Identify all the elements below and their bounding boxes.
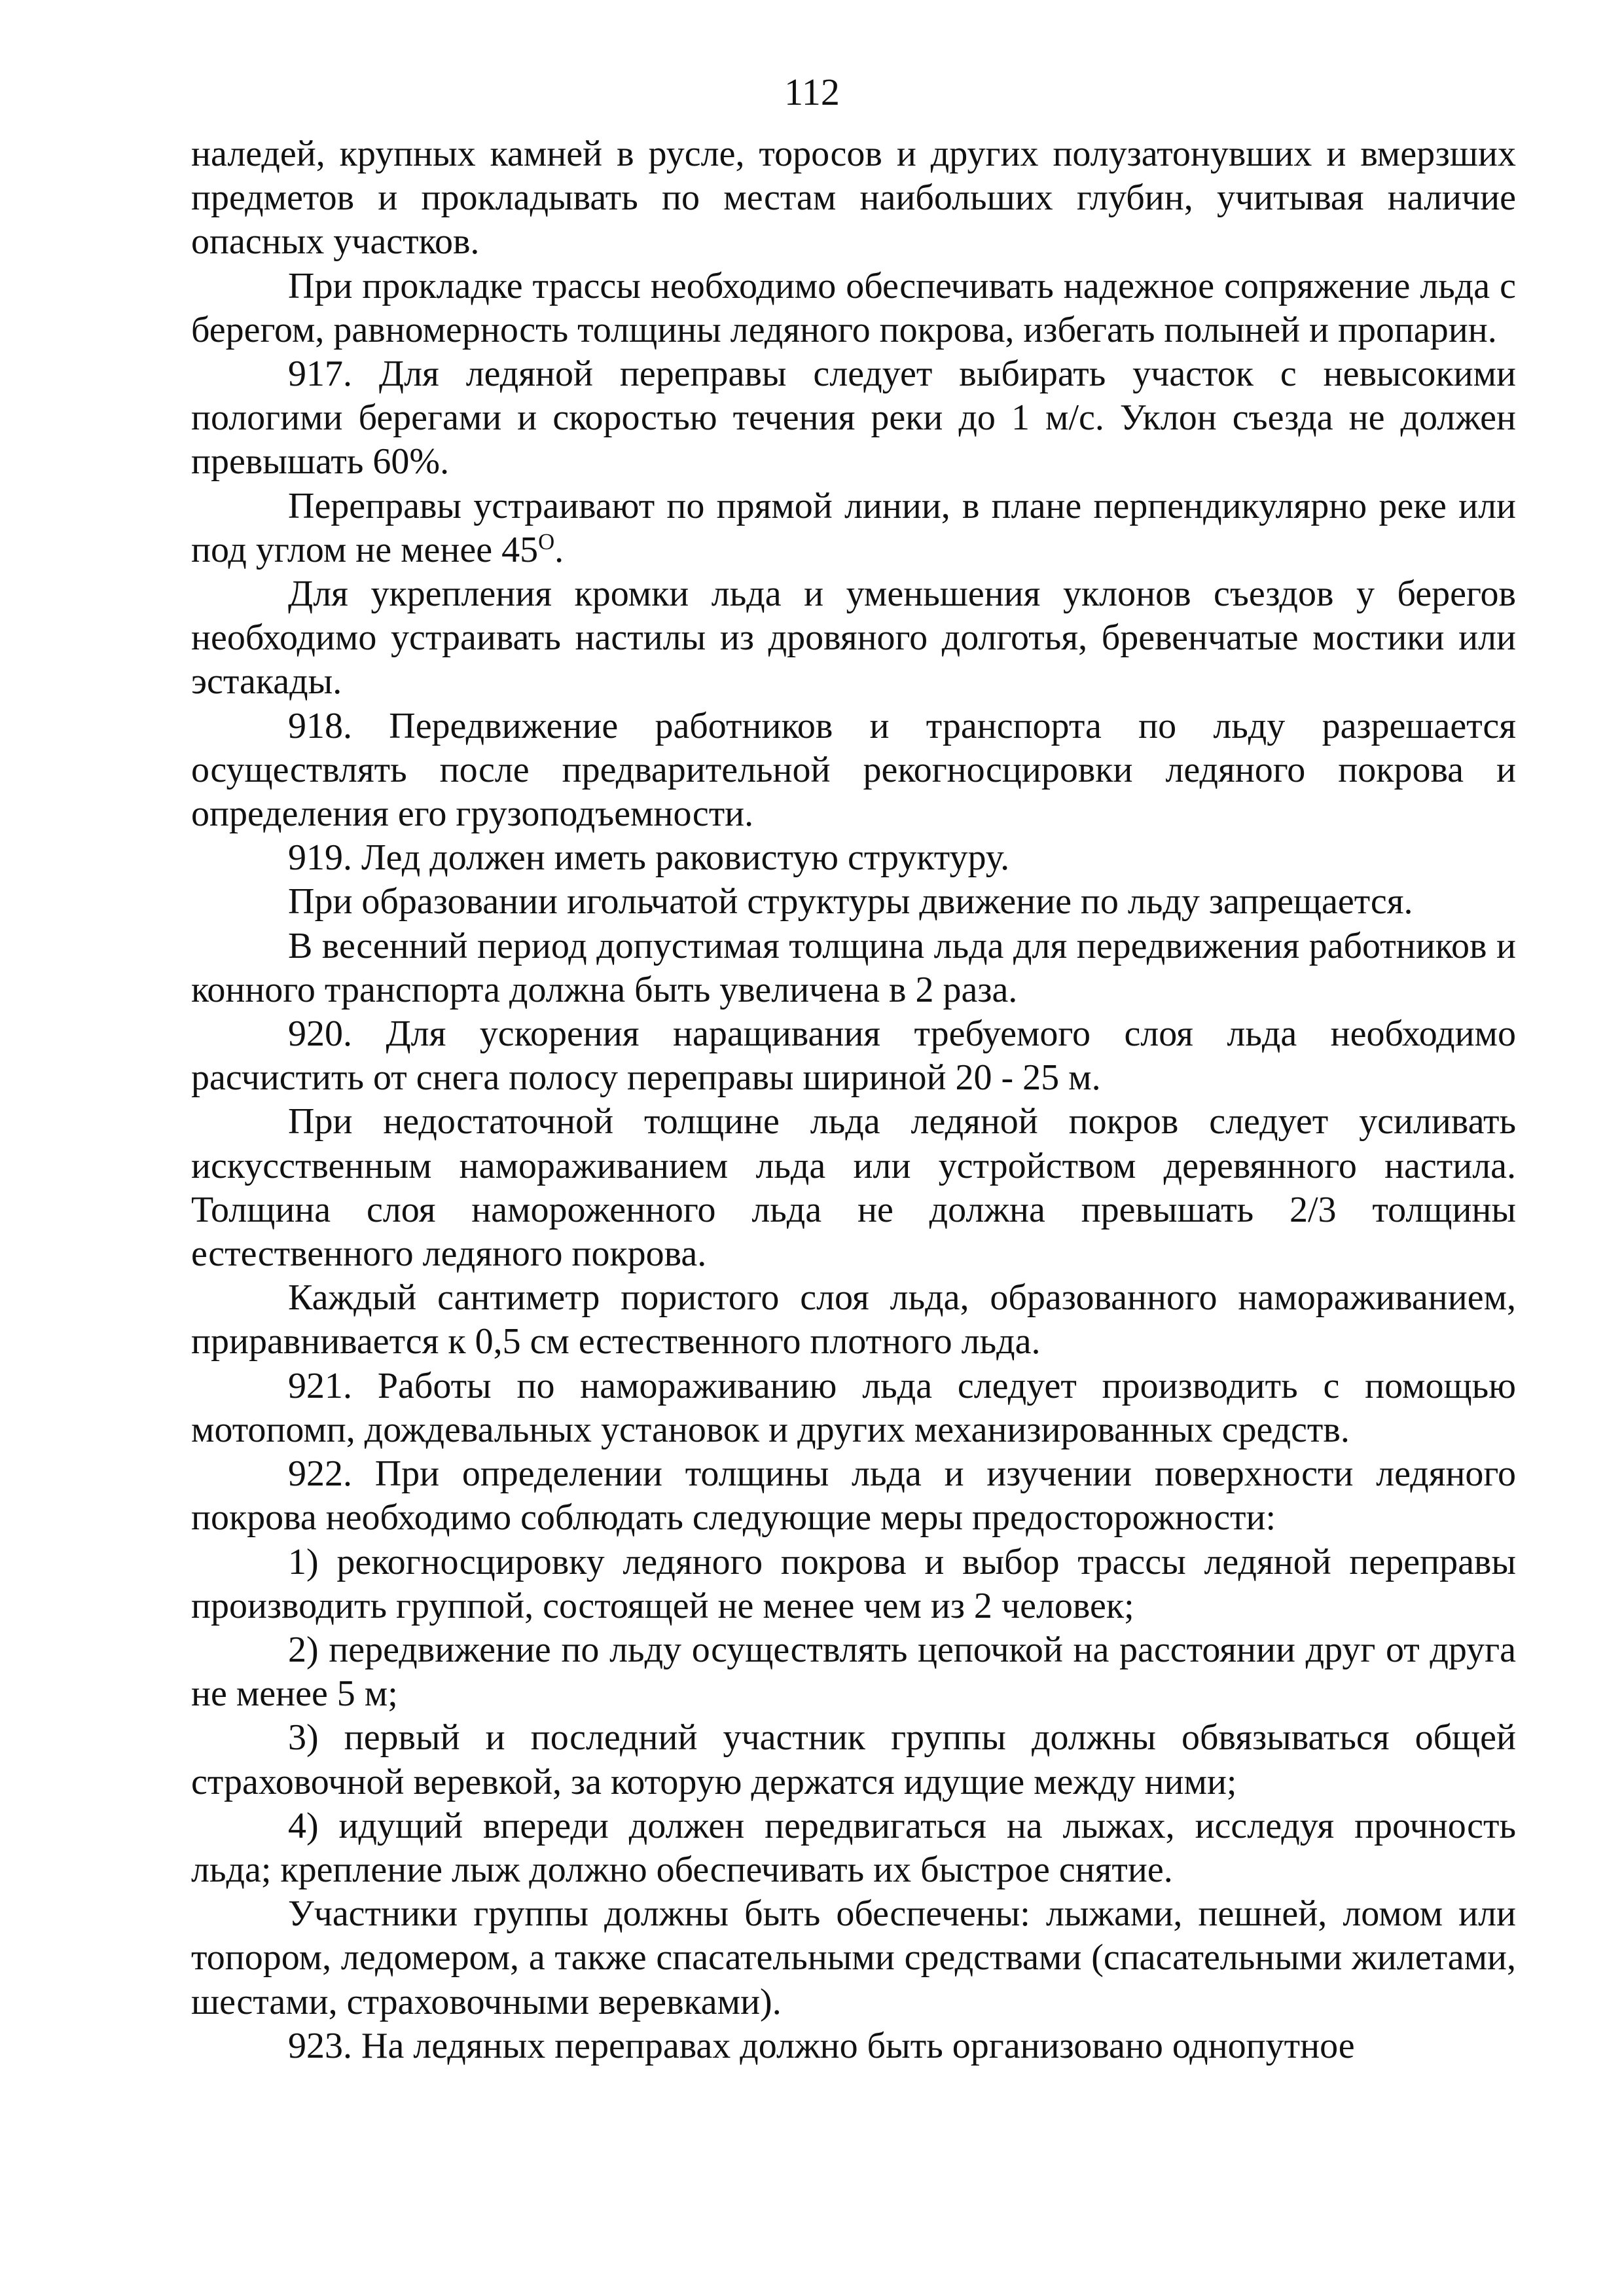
paragraph-spring-period: В весенний период допустимая толщина льда для передвижения работников и конного транспорта должна быть увеличена в 2 раза. bbox=[191, 925, 1516, 1010]
paragraph-917: 917. Для ледяной переправы следует выбирать участок с невысокими пологими берегами и скоростью течения реки до 1 м/с. Уклон съезда не должен превышать 60%. bbox=[191, 354, 1516, 483]
page-number: 112 bbox=[784, 71, 840, 113]
list-item-2: 2) передвижение по льду осуществлять цепочкой на расстоянии друг от друга не менее 5 м; bbox=[191, 1629, 1516, 1715]
crossing-angle-text: Переправы устраивают по прямой линии, в плане перпендикулярно реке или под углом не менее 45 bbox=[191, 485, 1516, 570]
paragraph-921: 921. Работы по намораживанию льда следует производить с помощью мотопомп, дождевальных установок и других механизированных средств. bbox=[191, 1365, 1516, 1450]
paragraph-920: 920. Для ускорения наращивания требуемого слоя льда необходимо расчистить от снега полосу переправы шириной 20 - 25 м. bbox=[191, 1013, 1516, 1099]
paragraph-route-laying: При прокладке трассы необходимо обеспечивать надежное сопряжение льда с берегом, равномерность толщины ледяного покрова, избегать полыней и пропарин. bbox=[191, 265, 1516, 350]
paragraph-923: 923. На ледяных переправах должно быть организовано однопутное bbox=[288, 2025, 1355, 2066]
paragraph-needle-structure: При образовании игольчатой структуры движение по льду запрещается. bbox=[288, 881, 1413, 922]
paragraph-922: 922. При определении толщины льда и изучении поверхности ледяного покрова необходимо соблюдать следующие меры предосторожности: bbox=[191, 1453, 1516, 1539]
crossing-angle-tail: . bbox=[554, 529, 564, 570]
degree-sign: О bbox=[538, 528, 555, 555]
document-body bbox=[191, 132, 1516, 2068]
paragraph-crossing-angle bbox=[191, 484, 1516, 572]
list-item-4: 4) идущий впереди должен передвигаться на лыжах, исследуя прочность льда; крепление лыж должно обеспечивать их быстрое снятие. bbox=[191, 1805, 1516, 1890]
list-item-1: 1) рекогносцировку ледяного покрова и выбор трассы ледяной переправы производить группой, состоящей не менее чем из 2 человек; bbox=[191, 1541, 1516, 1626]
paragraph-ice-edge: Для укрепления кромки льда и уменьшения уклонов съездов у берегов необходимо устраивать настилы из дровяного долготья, бревенчатые мостики или эстакады. bbox=[191, 574, 1516, 702]
list-item-3: 3) первый и последний участник группы должны обвязываться общей страховочной веревкой, за которую держатся идущие между ними; bbox=[191, 1717, 1516, 1802]
paragraph-porous-layer: Каждый сантиметр пористого слоя льда, образованного намораживанием, приравнивается к 0,5 см естественного плотного льда. bbox=[191, 1277, 1516, 1362]
paragraph-insufficient-thickness: При недостаточной толщине льда ледяной покров следует усиливать искусственным намораживанием льда или устройством деревянного настила. Толщина слоя намороженного льда не должна превышать 2/3 толщины естественного ледяного покрова. bbox=[191, 1101, 1516, 1275]
paragraph-continuation: наледей, крупных камней в русле, торосов и других полузатонувших и вмерзших предметов и прокладывать по местам наибольших глубин, учитывая наличие опасных участков. bbox=[191, 134, 1516, 263]
paragraph-equipment: Участники группы должны быть обеспечены: лыжами, пешней, ломом или топором, ледомером, а также спасательными средствами (спасательными жилетами, шестами, страховочными веревками). bbox=[191, 1893, 1516, 2022]
paragraph-919: 919. Лед должен иметь раковистую структуру. bbox=[288, 837, 1010, 879]
paragraph-918: 918. Передвижение работников и транспорта по льду разрешается осуществлять после предварительной рекогносцировки ледяного покрова и определения его грузоподъемности. bbox=[191, 705, 1516, 835]
